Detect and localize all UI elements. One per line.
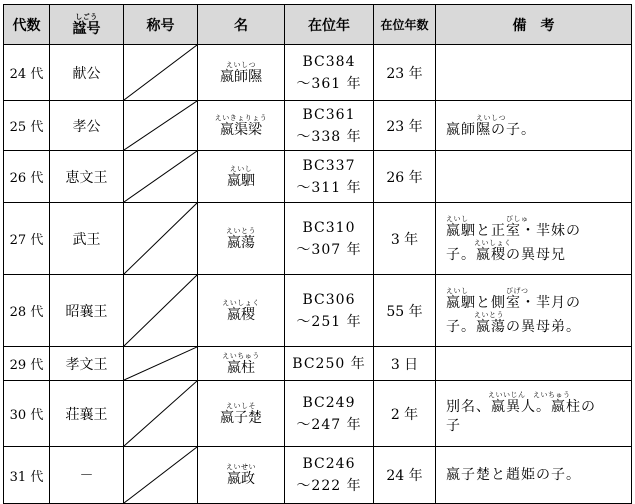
table-row (4, 101, 632, 151)
title-cell (124, 203, 198, 275)
remarks-cell (436, 45, 632, 101)
remarks-cell: えいいじん えいちゅう 別名、嬴異人。嬴柱の 子 (436, 381, 632, 447)
diagonal-slash (124, 203, 197, 274)
reign-years-cell: BC384 ～361 年 (285, 45, 374, 101)
reign-years-cell: BC361 ～338 年 (285, 101, 374, 151)
table-row (4, 203, 632, 275)
emperor-table (3, 4, 632, 504)
posthumous-cell: 昭襄王 (50, 275, 124, 347)
reign-years-cell: BC246 ～222 年 (285, 447, 374, 504)
diagonal-slash (124, 45, 197, 100)
name-cell: えいしそ 嬴子楚 (198, 381, 285, 447)
header-row (4, 5, 632, 45)
reign-length-cell: 55 年 (374, 275, 436, 347)
era-cell: 27 代 (4, 203, 50, 275)
title-cell (124, 151, 198, 203)
title-cell (124, 101, 198, 151)
diagonal-slash (124, 381, 197, 446)
name-cell: えいしつ 嬴師隰 (198, 45, 285, 101)
reign-years-cell: BC310 ～307 年 (285, 203, 374, 275)
header-reign-years: 在位年 (285, 5, 374, 45)
reign-years-cell: BC250 年 (285, 347, 374, 381)
remarks-cell: えいし びしゅ 嬴駟と正室・羋妹の えいしょく 子。嬴稷の異母兄 (436, 203, 632, 275)
name-cell: えいし 嬴駟 (198, 151, 285, 203)
header-reign-length: 在位年数 (374, 5, 436, 45)
era-cell: 31 代 (4, 447, 50, 504)
reign-length-cell: 24 年 (374, 447, 436, 504)
header-posthumous-name: しごう 諡号 (50, 5, 124, 45)
remarks-cell (436, 347, 632, 381)
remarks-cell: 嬴子楚と趙姫の子。 (436, 447, 632, 504)
remarks-cell: えいしつ 嬴師隰の子。 (436, 101, 632, 151)
table-row (4, 151, 632, 203)
table-row (4, 347, 632, 381)
posthumous-cell: 恵文王 (50, 151, 124, 203)
reign-length-cell: 26 年 (374, 151, 436, 203)
name-cell: えいちゅう 嬴柱 (198, 347, 285, 381)
reign-years-cell: BC337 ～311 年 (285, 151, 374, 203)
title-cell (124, 45, 198, 101)
era-cell: 29 代 (4, 347, 50, 381)
diagonal-slash (124, 275, 197, 346)
name-cell: えいとう 嬴蕩 (198, 203, 285, 275)
reign-length-cell: 23 年 (374, 45, 436, 101)
name-cell: えいきょりょう 嬴渠梁 (198, 101, 285, 151)
header-remarks: 備 考 (436, 5, 632, 45)
title-cell (124, 381, 198, 447)
header-name: 名 (198, 5, 285, 45)
era-cell: 24 代 (4, 45, 50, 101)
title-cell (124, 275, 198, 347)
posthumous-cell: － (50, 447, 124, 504)
posthumous-cell: 献公 (50, 45, 124, 101)
title-cell (124, 347, 198, 381)
posthumous-cell: 荘襄王 (50, 381, 124, 447)
header-title: 称号 (124, 5, 198, 45)
posthumous-cell: 武王 (50, 203, 124, 275)
remarks-cell: えいし びげつ 嬴駟と側室・羋月の えいとう 子。嬴蕩の異母弟。 (436, 275, 632, 347)
remarks-cell (436, 151, 632, 203)
table-row (4, 275, 632, 347)
era-cell: 26 代 (4, 151, 50, 203)
diagonal-slash (124, 101, 197, 150)
reign-years-cell: BC249 ～247 年 (285, 381, 374, 447)
posthumous-cell: 孝公 (50, 101, 124, 151)
reign-length-cell: 23 年 (374, 101, 436, 151)
diagonal-slash (124, 347, 197, 380)
name-cell: えいしょく 嬴稷 (198, 275, 285, 347)
reign-length-cell: 2 年 (374, 381, 436, 447)
reign-years-cell: BC306 ～251 年 (285, 275, 374, 347)
era-cell: 25 代 (4, 101, 50, 151)
reign-length-cell: 3 年 (374, 203, 436, 275)
posthumous-cell: 孝文王 (50, 347, 124, 381)
header-era: 代数 (4, 5, 50, 45)
table-row (4, 381, 632, 447)
diagonal-slash (124, 151, 197, 202)
era-cell: 30 代 (4, 381, 50, 447)
table-row (4, 45, 632, 101)
era-cell: 28 代 (4, 275, 50, 347)
name-cell: えいせい 嬴政 (198, 447, 285, 504)
reign-length-cell: 3 日 (374, 347, 436, 381)
